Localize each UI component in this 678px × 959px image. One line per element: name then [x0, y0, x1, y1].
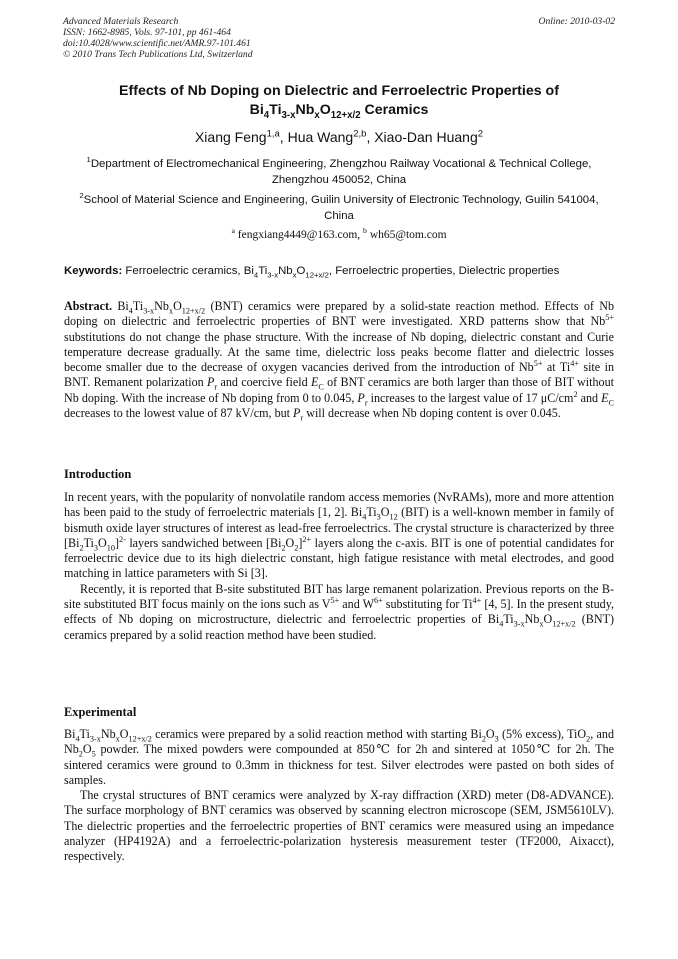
author-2: Hua Wang [287, 129, 354, 145]
abstract-label: Abstract. [64, 299, 113, 313]
keywords: Keywords: Ferroelectric ceramics, $Bi_4Ti_{3-x}Nb_xO_{12+x/2}$, Ferroelectric properties, Dielectric properties [64, 265, 560, 280]
experimental-heading: Experimental [64, 705, 137, 719]
title-line-1: Effects of Nb Doping on Dielectric and Ferroelectric Properties of [119, 83, 559, 99]
affiliation-1: $^1$Department of Electromechanical Engineering, Zhengzhou Railway Vocational & Technical College, Zhengzhou 450052, China [86, 155, 592, 186]
online-date: Online: 2010-03-02 [538, 16, 615, 27]
journal-name: Advanced Materials Research [63, 16, 179, 27]
affiliation-2: $^2$School of Material Science and Engineering, Guilin University of Electronic Technology, Guilin 541004, China [79, 191, 599, 222]
journal-doi: doi:10.4028/www.scientific.net/AMR.97-101.461 [63, 38, 251, 49]
author-emails: $^a$ fengxiang4449@163.com, $^b$ wh65@tom.com [231, 226, 447, 241]
journal-header [63, 16, 615, 60]
abstract: Abstract. $Bi_4Ti_{3-x}Nb_xO_{12+x/2}$ (BNT) ceramics were prepared by a solid-state reaction method. Effects of Nb doping on dielectric and ferroelectric properties of BNT were investigated. XRD patterns show that $Nb^{5+}$ substitutions do not change the phase structure. With the increase of Nb doping, dielectric constant and Curie temperature decrease gradually. At the same time, dielectric loss peaks become flatter and dielectric losses become smaller due to the decrease of oxygen vacancies derived from the introduction of $Nb^{5+}$ at $Ti^{4+}$ site in BNT. Remanent polarization $P_r$ and coercive field $E_C$ of BNT ceramics are both larger than those of BIT without Nb doping. With the increase of Nb doping from 0 to 0.045, $P_r$ increases to the largest value of 17 $\mu C/cm^2$ and $E_C$ decreases to the lowest value of 87 kV/cm, but $P_r$ will decrease when Nb doping content is over 0.045. [64, 299, 615, 423]
author-list: Xiang Feng$^{1,a}$, Hua Wang$^{2,b}$, Xiao-Dan Huang$^2$ [194, 128, 484, 145]
keywords-label: Keywords: [64, 265, 123, 277]
introduction-body: In recent years, with the popularity of nonvolatile random access memories (NvRAMs), more and more attention has been paid to the study of ferroelectric materials [1, 2]. $Bi_4Ti_3O_{12}$ (BIT) is a well-known member in family of bismuth oxide layer structures of interest as lead-free ferroelectrics. The crystal structure is characterized by three $[Bi_2Ti_3O_{10}]^{2-}$ layers sandwiched between $[Bi_2O_2]^{2+}$ layers along the c-axis. BIT is one of potential candidates for ferroelectric device due to its high dielectric constant, high fatigue resistance with metal electrodes, and good matching in lattice parameters with Si [3]. Recently, it is reported that B-site substituted BIT has large remanent polarization. Previous reports on the B-site substituted BIT focus mainly on the ions such as $V^{5+}$ and $W^{6+}$ substituting for $Ti^{4+}$ [4, 5]. In the present study, effects of Nb doping on microstructure, dielectric and ferroelectric properties of $Bi_4Ti_{3-x}Nb_xO_{12+x/2}$ (BNT) ceramics prepared by a solid reaction method have been studied. [64, 490, 615, 642]
author-3: Xiao-Dan Huang [374, 129, 478, 145]
journal-issn: ISSN: 1662-8985, Vols. 97-101, pp 461-464 [63, 27, 231, 38]
journal-copyright: © 2010 Trans Tech Publications Ltd, Switzerland [63, 49, 253, 60]
title-line-2: $Bi_4Ti_{3-x}Nb_xO_{12+x/2}$ Ceramics [249, 102, 429, 121]
author-1: Xiang Feng [194, 129, 267, 145]
experimental-body: $Bi_4Ti_{3-x}Nb_xO_{12+x/2}$ ceramics were prepared by a solid reaction method with starting $Bi_2O_3$ (5% excess), TiO$_2$, and $Nb_2O_5$ powder. The mixed powders were compounded at 850℃ for 2h and sintered at 1050℃ for 2h. The sintered ceramics were ground to 0.3mm in thickness for test. Silver electrodes were pasted on both sides of samples. The crystal structures of BNT ceramics were analyzed by X-ray diffraction (XRD) meter (D8-ADVANCE). The surface morphology of BNT ceramics was observed by scanning electron microscope (SEM, JSM5610LV). The dielectric properties and the ferroelectric properties of BNT ceramics were measured using an impedance analyzer (HP4192A) and a ferroelectric-polarization hysteresis measurement tester (TF2000, Aixacct), respectively. [64, 727, 614, 864]
introduction-heading: Introduction [64, 467, 132, 481]
paper-title [60, 82, 618, 120]
